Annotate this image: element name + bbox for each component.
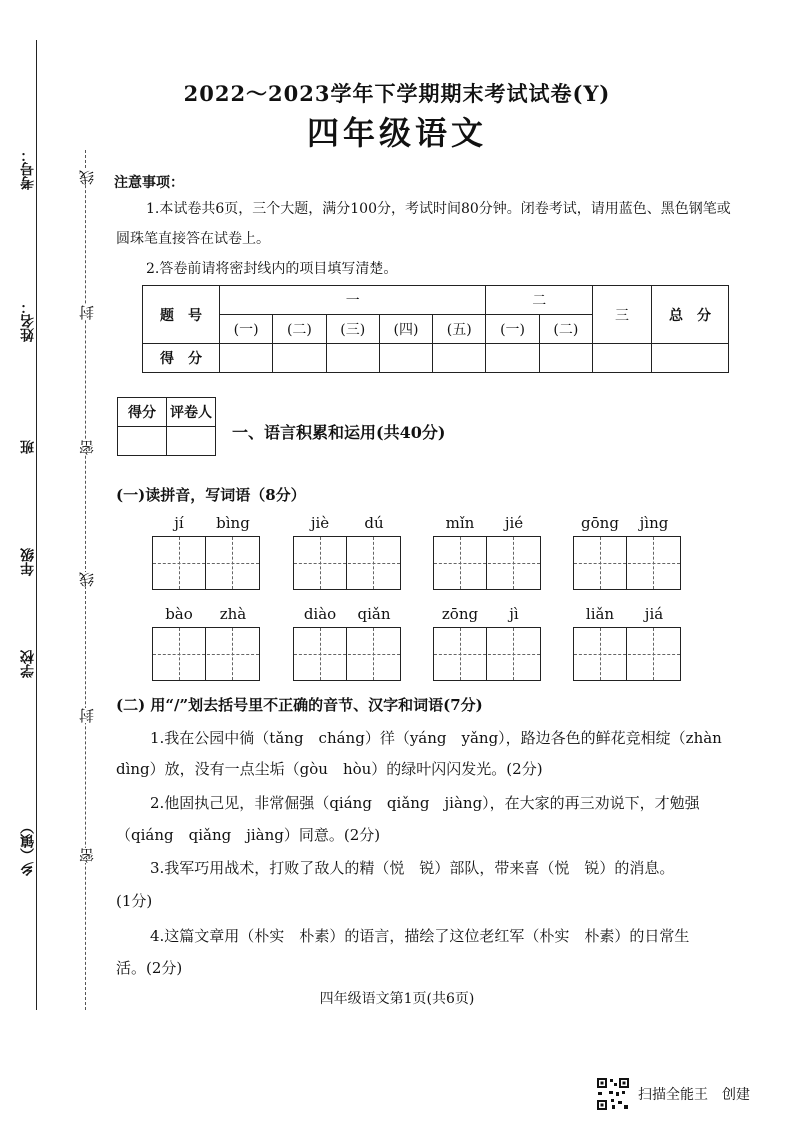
pinyin-syllable: qiǎn	[357, 605, 391, 623]
writing-grid[interactable]	[573, 627, 681, 681]
notice-item1-line1: 1.本试卷共6页，三个大题，满分100分，考试时间80分钟。闭卷考试，请用蓝色、黑色钢笔或	[146, 201, 731, 217]
writing-grid[interactable]	[433, 627, 541, 681]
pinyin-syllable: jiè	[310, 514, 330, 532]
exam-number-label: 考号：	[20, 148, 36, 190]
q2-line: 活。(2分)	[116, 959, 183, 977]
score-cell[interactable]	[379, 344, 432, 373]
pinyin-syllable: jì	[509, 605, 519, 623]
writing-grid[interactable]	[293, 627, 401, 681]
q2-line: 3.我军巧用战术，打败了敌人的精（悦 锐）部队，带来喜（悦 锐）的消息。	[150, 859, 675, 877]
pinyin-syllable: jìng	[639, 514, 669, 532]
score-table-sub: (二)	[539, 315, 592, 344]
writing-grid[interactable]	[293, 536, 401, 590]
grade-label: 年级	[20, 548, 36, 576]
grader-name-label: 评卷人	[167, 398, 216, 427]
notice-item1-line2: 圆珠笔直接答在试卷上。	[116, 231, 270, 247]
q2-line: （qiáng qiǎng jiàng）同意。(2分)	[116, 826, 381, 844]
grader-box	[117, 397, 216, 456]
score-table-sub: (四)	[379, 315, 432, 344]
score-table-part3: 三	[593, 286, 652, 344]
score-table-part2: 二	[486, 286, 593, 315]
q2-line: 2.他固执己见，非常倔强（qiáng qiǎng jiàng），在大家的再三劝说下，才勉强	[150, 794, 700, 812]
page-footer: 四年级语文第1页(共6页)	[319, 991, 475, 1007]
township-label: 乡（镇）	[20, 820, 36, 876]
score-table-sub: (一)	[486, 315, 539, 344]
score-cell[interactable]	[486, 344, 539, 373]
pinyin-syllable: jiá	[644, 605, 664, 623]
q2-line: 1.我在公园中徜（tǎng cháng）徉（yáng yǎng），路边各色的鲜花竞相绽（zhàn	[150, 729, 722, 747]
q2-line: (1分)	[116, 892, 153, 910]
section1-title: 一、语言积累和运用(共40分)	[232, 423, 446, 442]
seal-word-seal: 封	[78, 305, 96, 320]
writing-grid[interactable]	[152, 536, 260, 590]
score-cell[interactable]	[652, 344, 729, 373]
score-cell[interactable]	[433, 344, 486, 373]
score-table-defen: 得 分	[143, 344, 220, 373]
pinyin-syllable: mǐn	[445, 514, 475, 532]
pinyin-syllable: jié	[504, 514, 524, 532]
score-table-sub: (五)	[433, 315, 486, 344]
notice-heading: 注意事项：	[114, 175, 184, 191]
score-table-sub: (一)	[220, 315, 273, 344]
writing-grid[interactable]	[573, 536, 681, 590]
score-table-sub: (三)	[326, 315, 379, 344]
exam-title: 2022～2023学年下学期期末考试试卷(Y)	[183, 81, 611, 106]
seal-word-secret-2: 密	[78, 848, 96, 863]
pinyin-syllable: dú	[364, 514, 384, 532]
school-label: 学校	[20, 650, 36, 678]
score-cell[interactable]	[273, 344, 326, 373]
pinyin-syllable: diào	[303, 605, 337, 623]
pinyin-syllable: jí	[174, 514, 184, 532]
score-table-sub: (二)	[273, 315, 326, 344]
score-cell[interactable]	[539, 344, 592, 373]
pinyin-syllable: gōng	[581, 514, 619, 532]
writing-grid[interactable]	[152, 627, 260, 681]
seal-word-line-2: 线	[78, 572, 96, 587]
score-table-tihao: 题 号	[143, 286, 220, 344]
score-cell[interactable]	[593, 344, 652, 373]
pinyin-syllable: zhà	[219, 605, 247, 623]
q2-title: (二) 用“/”划去括号里不正确的音节、汉字和词语(7分)	[116, 696, 483, 714]
score-cell[interactable]	[220, 344, 273, 373]
grader-name-cell[interactable]	[167, 427, 216, 456]
seal-word-seal-2: 封	[78, 708, 96, 723]
score-table	[142, 285, 729, 373]
score-table-total: 总 分	[652, 286, 729, 344]
pinyin-syllable: liǎn	[585, 605, 615, 623]
name-label: 姓名：	[20, 300, 36, 342]
pinyin-syllable: bìng	[216, 514, 250, 532]
writing-grid[interactable]	[433, 536, 541, 590]
q2-line: dìng）放，没有一点尘垢（gòu hòu）的绿叶闪闪发光。(2分)	[116, 760, 543, 778]
score-table-part1: 一	[220, 286, 486, 315]
score-cell[interactable]	[326, 344, 379, 373]
class-label: 班	[20, 440, 36, 454]
seal-word-line: 线	[78, 170, 96, 185]
grader-score-label: 得分	[118, 398, 167, 427]
q2-line: 4.这篇文章用（朴实 朴素）的语言，描绘了这位老红军（朴实 朴素）的日常生	[150, 927, 690, 945]
qr-code-icon	[596, 1077, 630, 1111]
pinyin-syllable: bào	[165, 605, 193, 623]
scanner-watermark: 扫描全能王 创建	[638, 1087, 750, 1103]
subject-title: 四年级语文	[306, 114, 487, 152]
seal-word-secret: 密	[78, 440, 96, 455]
q1-title: (一)读拼音，写词语（8分）	[116, 486, 306, 504]
pinyin-syllable: zōng	[441, 605, 479, 623]
grader-score-cell[interactable]	[118, 427, 167, 456]
notice-item2: 2.答卷前请将密封线内的项目填写清楚。	[146, 261, 398, 277]
